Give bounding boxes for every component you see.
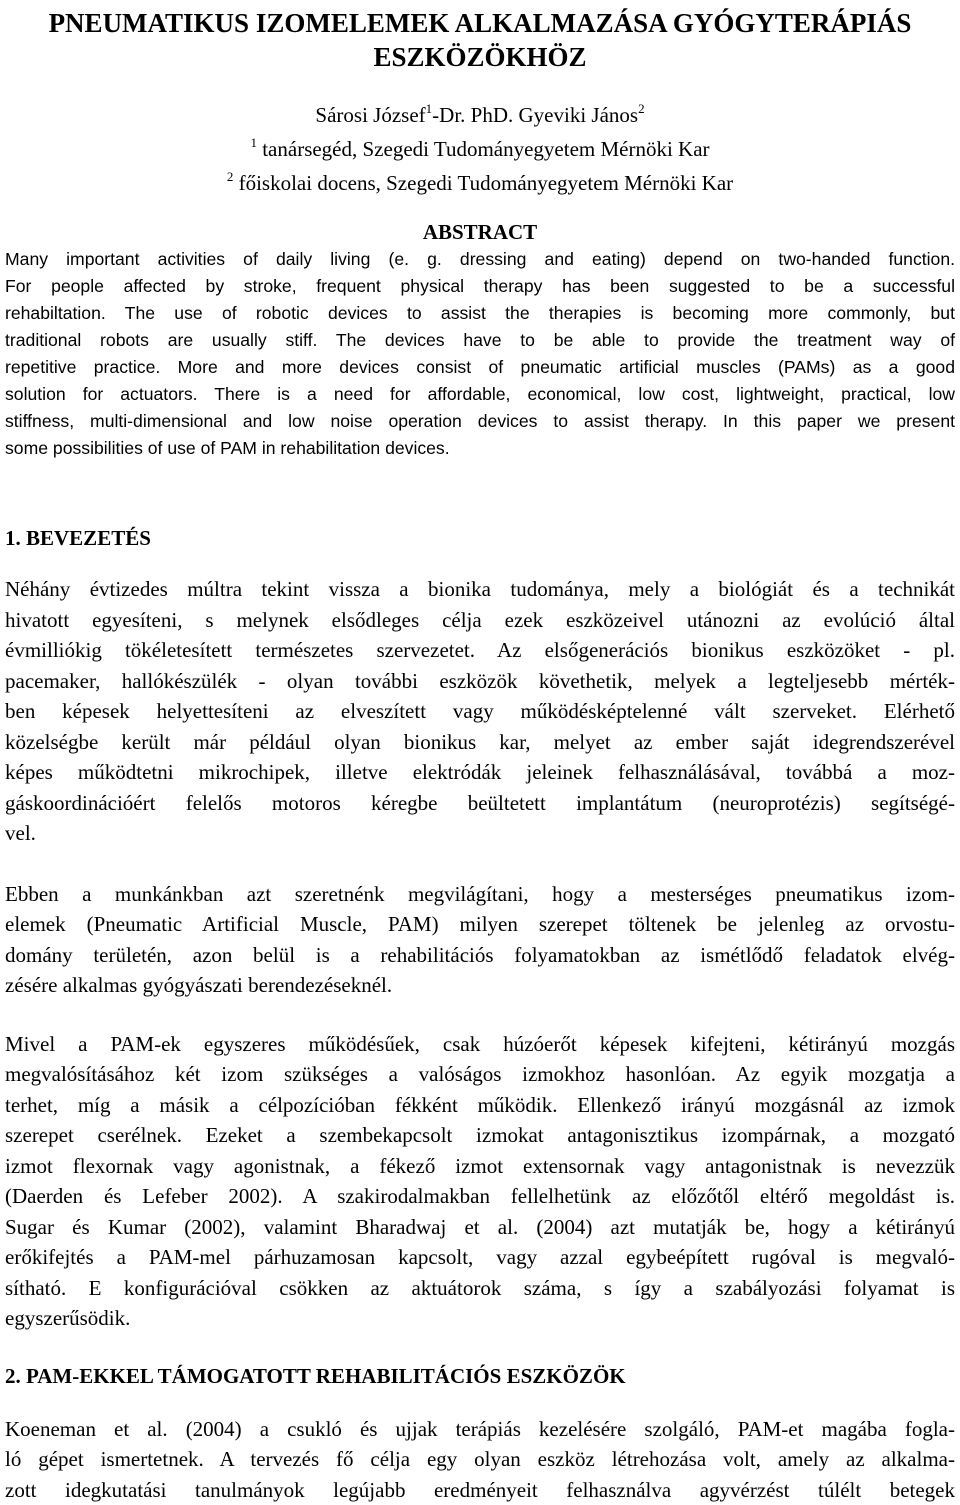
author-1-affil-mark: 1	[426, 101, 433, 116]
abstract-line: For people affected by stroke, frequent physical therapy has been suggested to be a successful	[5, 273, 955, 300]
affiliation-2-mark: 2	[227, 169, 234, 184]
paragraph-line: pacemaker, hallókészülék - olyan további eszközök követhetik, melyek a legteljesebb mérték-	[5, 666, 955, 697]
paragraph-line: (Daerden és Lefeber 2002). A szakirodalmakban fellelhetünk az előzőtől eltérő megoldást is.	[5, 1181, 955, 1212]
paragraph-line: gáskoordinációért felelős motoros kéregbe beültetett implantátum (neuroprotézis) segítségé-	[5, 788, 955, 819]
section-1-paragraph-2	[5, 879, 955, 1001]
abstract-line: some possibilities of use of PAM in rehabilitation devices.	[5, 435, 955, 462]
paragraph-line: évmilliókig tökéletesített természetes szervezetet. Az elsőgenerációs bionikus eszközöket - pl.	[5, 635, 955, 666]
abstract-line: rehabiltation. The use of robotic devices to assist the therapies is becoming more commonly, but	[5, 300, 955, 327]
affiliation-1-text: tanársegéd, Szegedi Tudományegyetem Mérnöki Kar	[257, 137, 710, 161]
paragraph-line: zésére alkalmas gyógyászati berendezéseknél.	[5, 970, 955, 1001]
paragraph-line: domány területén, azon belül is a rehabilitációs folyamatokban az ismétlődő feladatok elvég-	[5, 940, 955, 971]
paper-title	[5, 0, 955, 74]
author-2-affil-mark: 2	[638, 101, 645, 116]
section-2-paragraph-1	[5, 1414, 955, 1505]
paragraph-line: zott idegkutatási tanulmányok legújabb eredményeit felhasználva agyvérzést túlélt betegek	[5, 1475, 955, 1505]
author-1: Sárosi József	[315, 103, 425, 127]
abstract-heading: ABSTRACT	[5, 218, 955, 246]
title-line-2: ESZKÖZÖKHÖZ	[5, 40, 955, 74]
abstract-line: stiffness, multi-dimensional and low noise operation devices to assist therapy. In this paper we present	[5, 408, 955, 435]
affiliation-2-text: főiskolai docens, Szegedi Tudományegyetem Mérnöki Kar	[233, 171, 733, 195]
paragraph-line: elemek (Pneumatic Artificial Muscle, PAM) milyen szerepet töltenek be jelenleg az orvostu-	[5, 909, 955, 940]
section-1-paragraph-1	[5, 574, 955, 849]
paragraph-line: képes működtetni mikrochipek, illetve elektródák jeleinek felhasználásával, továbbá a moz-	[5, 757, 955, 788]
abstract-line: repetitive practice. More and more devices consist of pneumatic artificial muscles (PAMs) as a good	[5, 354, 955, 381]
paper-page	[5, 0, 955, 1505]
title-line-1: PNEUMATIKUS IZOMELEMEK ALKALMAZÁSA GYÓGYTERÁPIÁS	[5, 6, 955, 40]
abstract-line: solution for actuators. There is a need for affordable, economical, low cost, lightweight, practical, low	[5, 381, 955, 408]
abstract-line: Many important activities of daily living (e. g. dressing and eating) depend on two-handed function.	[5, 246, 955, 273]
paragraph-line: Néhány évtizedes múltra tekint vissza a bionika tudománya, mely a biológiát és a technikát	[5, 574, 955, 605]
paragraph-line: vel.	[5, 818, 955, 849]
paragraph-line: izmot flexornak vagy agonistnak, a fékező izmot extensornak vagy antagonistnak is nevezzük	[5, 1151, 955, 1182]
affiliation-1	[5, 132, 955, 166]
section-2-heading: 2. PAM-EKKEL TÁMOGATOTT REHABILITÁCIÓS ESZKÖZÖK	[5, 1362, 955, 1390]
paragraph-line: erőkifejtés a PAM-mel párhuzamosan kapcsolt, vagy azzal egybeépített rugóval is megvaló-	[5, 1242, 955, 1273]
paragraph-line: közelségbe került már például olyan bionikus kar, melyet az ember saját idegrendszerével	[5, 727, 955, 758]
paragraph-line: szerepet cserélnek. Ezeket a szembekapcsolt izmokat antagonisztikus izompárnak, a mozgató	[5, 1120, 955, 1151]
paragraph-line: terhet, míg a másik a célpozícióban fékként működik. Ellenkező irányú mozgásnál az izmok	[5, 1090, 955, 1121]
paragraph-line: sítható. E konfigurációval csökken az aktuátorok száma, s így a szabályozási folyamat is	[5, 1273, 955, 1304]
paragraph-line: ben képesek helyettesíteni az elveszített vagy működésképtelenné vált szerveket. Elérhető	[5, 696, 955, 727]
paragraph-line: Mivel a PAM-ek egyszeres működésűek, csak húzóerőt képesek kifejteni, kétirányú mozgás	[5, 1029, 955, 1060]
paragraph-line: Koeneman et al. (2004) a csukló és ujjak terápiás kezelésére szolgáló, PAM-et magába fogla-	[5, 1414, 955, 1445]
paragraph-line: Sugar és Kumar (2002), valamint Bharadwaj et al. (2004) azt mutatják be, hogy a kétirányú	[5, 1212, 955, 1243]
author-names	[5, 98, 955, 132]
paragraph-line: hivatott egyesíteni, s melynek elsődleges célja ezek eszközeivel utánozni az evolúció által	[5, 605, 955, 636]
section-1-paragraph-3	[5, 1029, 955, 1334]
paragraph-line: megvalósításához két izom szükséges a valóságos izmokhoz hasonlóan. Az egyik mozgatja a	[5, 1059, 955, 1090]
author-2: -Dr. PhD. Gyeviki János	[432, 103, 638, 127]
paragraph-line: egyszerűsödik.	[5, 1303, 955, 1334]
abstract-body	[5, 246, 955, 462]
paragraph-line: ló gépet ismertetnek. A tervezés fő célja egy olyan eszköz létrehozása volt, amely az alkalma-	[5, 1444, 955, 1475]
affiliation-2	[5, 166, 955, 200]
abstract-line: traditional robots are usually stiff. The devices have to be able to provide the treatment way of	[5, 327, 955, 354]
authors-block	[5, 98, 955, 200]
affiliation-1-mark: 1	[250, 135, 257, 150]
section-1-heading: 1. BEVEZETÉS	[5, 524, 955, 552]
paragraph-line: Ebben a munkánkban azt szeretnénk megvilágítani, hogy a mesterséges pneumatikus izom-	[5, 879, 955, 910]
